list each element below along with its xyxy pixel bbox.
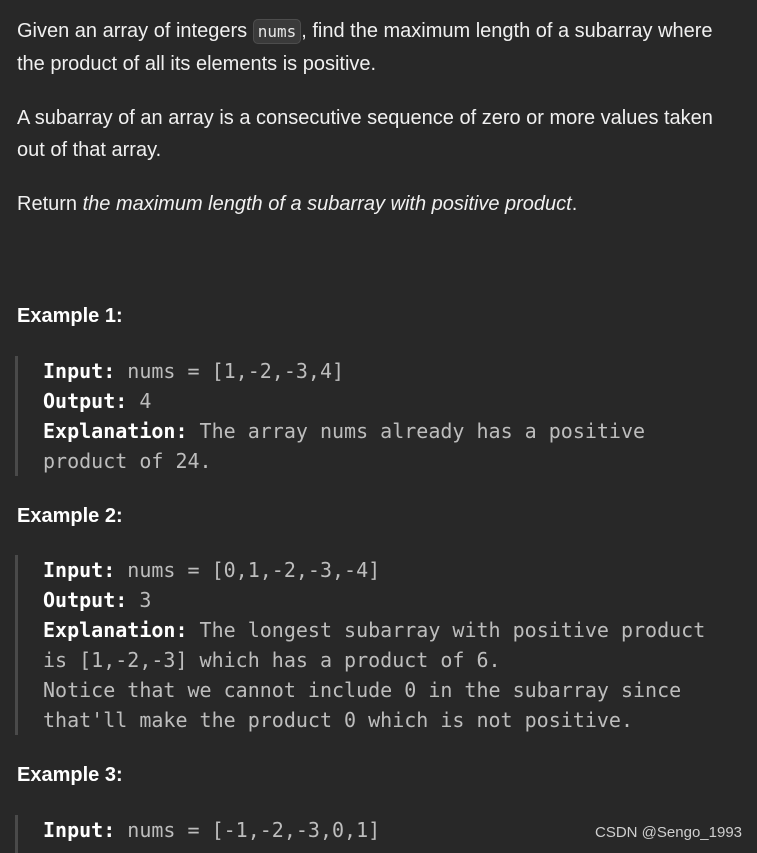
explanation-line: Notice that we cannot include 0 in the subarray since — [43, 678, 682, 702]
input-value: nums = [1,-2,-3,4] — [115, 359, 345, 383]
example-1-title: Example 1: — [17, 305, 123, 327]
example-2-title: Example 2: — [17, 505, 123, 527]
explanation-line: product of 24. — [43, 449, 212, 473]
return-period: . — [571, 193, 578, 215]
input-label: Input: — [43, 818, 116, 842]
input-value: nums = [0,1,-2,-3,-4] — [115, 558, 381, 582]
intro-text-continued: , find the maximum length of a subarray where the product of all its elements is positive. — [17, 20, 713, 75]
example-3-block — [15, 815, 380, 853]
return-emphasis: the maximum length of a subarray with positive product — [82, 193, 572, 215]
input-label: Input: — [43, 558, 116, 582]
watermark: CSDN @Sengo_1993 — [595, 824, 742, 841]
intro-paragraph-3 — [17, 188, 737, 220]
intro-text: Given an array of integers — [17, 20, 253, 42]
output-label: Output: — [43, 588, 128, 612]
inline-code-nums: nums — [253, 19, 302, 44]
explanation-label: Explanation: — [43, 419, 188, 443]
explanation-label: Explanation: — [43, 618, 188, 642]
example-3-title: Example 3: — [17, 764, 123, 786]
example-2-block — [15, 555, 705, 735]
explanation-line: The array nums already has a positive — [187, 419, 646, 443]
output-label: Output: — [43, 389, 128, 413]
input-value: nums = [-1,-2,-3,0,1] — [115, 818, 381, 842]
input-label: Input: — [43, 359, 116, 383]
explanation-line: is [1,-2,-3] which has a product of 6. — [43, 648, 501, 672]
explanation-line: The longest subarray with positive product — [187, 618, 706, 642]
intro-paragraph-1 — [17, 15, 737, 80]
output-value: 4 — [127, 389, 152, 413]
example-1-block — [15, 356, 645, 476]
return-text: Return — [17, 193, 83, 215]
output-value: 3 — [127, 588, 152, 612]
explanation-line: that'll make the product 0 which is not positive. — [43, 708, 634, 732]
intro-paragraph-2: A subarray of an array is a consecutive sequence of zero or more values taken out of that array. — [17, 107, 713, 161]
